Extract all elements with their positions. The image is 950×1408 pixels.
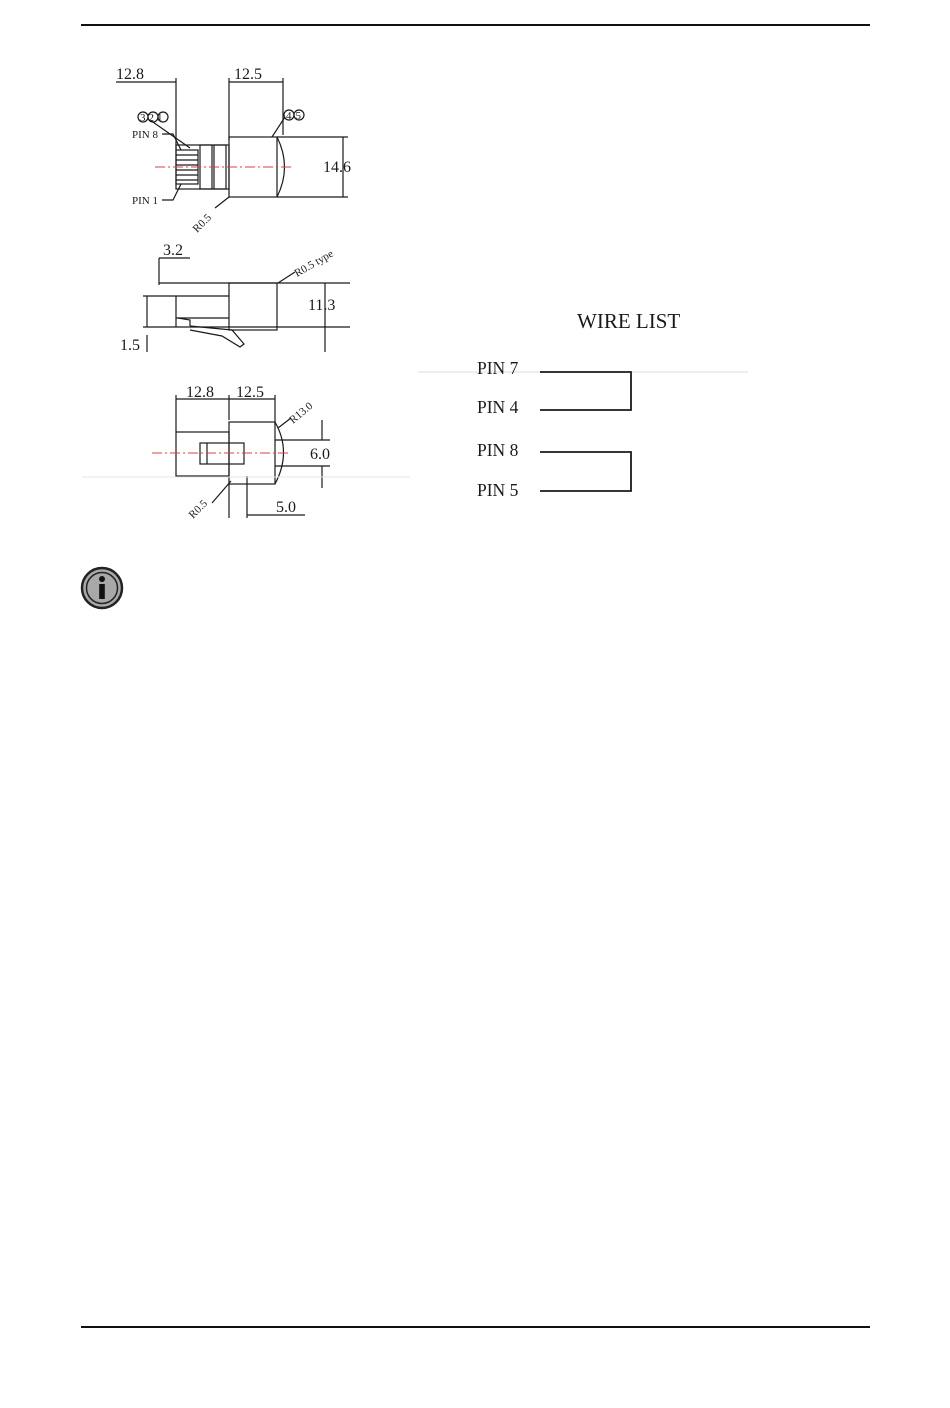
wire-pin-7: PIN 7: [477, 358, 519, 378]
radius-label-top: R0.5: [190, 211, 215, 236]
info-icon: [80, 566, 124, 610]
wire-list: [477, 358, 631, 500]
footer-rule: [81, 1326, 870, 1328]
pin8-label: PIN 8: [132, 129, 158, 141]
dim-bottom-6-0: 6.0: [310, 446, 330, 463]
radius-label-side: R0.5 type: [292, 247, 336, 280]
pin1-label: PIN 1: [132, 195, 158, 207]
dim-side-1-5: 1.5: [120, 337, 140, 354]
dim-bottom-12-5: 12.5: [236, 384, 264, 401]
top-view: [116, 78, 348, 208]
radius-label-large: R13.0: [287, 400, 316, 427]
wire-pin-8: PIN 8: [477, 440, 519, 460]
dim-top-12-5: 12.5: [234, 66, 262, 83]
wire-pin-4: PIN 4: [477, 397, 519, 417]
radius-label-bottom: R0.5: [186, 497, 211, 522]
pin-numbers-right: 45: [286, 110, 305, 122]
dim-side-11-3: 11.3: [308, 297, 336, 314]
wire-pin-5: PIN 5: [477, 480, 519, 500]
dim-bottom-12-8: 12.8: [186, 384, 214, 401]
pin-numbers-left: 321: [140, 112, 166, 124]
dim-top-14-6: 14.6: [323, 159, 351, 176]
wire-list-title: WIRE LIST: [577, 309, 681, 333]
dim-bottom-5-0: 5.0: [276, 499, 296, 516]
wire-pair-1: [540, 372, 631, 410]
dim-side-3-2: 3.2: [163, 242, 183, 259]
wire-pair-2: [540, 452, 631, 491]
dim-top-12-8: 12.8: [116, 66, 144, 83]
